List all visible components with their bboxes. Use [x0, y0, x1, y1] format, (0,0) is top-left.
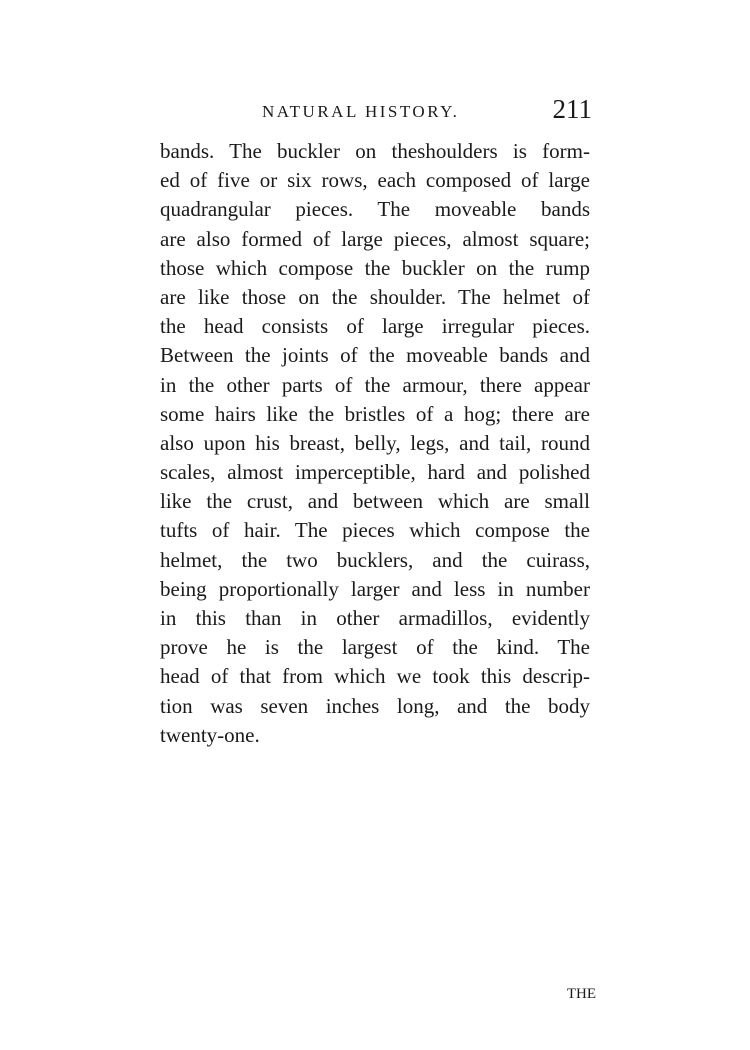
text-line-last: twenty-one. — [160, 722, 260, 747]
text-line: Between the joints of the moveable bands and — [160, 343, 590, 368]
running-title: NATURAL HISTORY. — [262, 102, 460, 121]
text-line: some hairs like the bristles of a hog; there are — [160, 401, 590, 426]
text-line: bands. The buckler on theshoulders is form- — [160, 139, 590, 163]
text-line: prove he is the largest of the kind. The — [160, 635, 590, 660]
running-head — [160, 96, 592, 128]
text-line: the head consists of large irregular pieces. — [160, 314, 590, 339]
text-line: tufts of hair. The pieces which compose the — [160, 518, 590, 543]
text-line: scales, almost imperceptible, hard and polished — [160, 460, 590, 485]
text-line: those which compose the buckler on the rump — [160, 255, 590, 280]
text-line: quadrangular pieces. The moveable bands — [160, 197, 590, 222]
text-line: also upon his breast, belly, legs, and tail, round — [160, 430, 590, 455]
text-line: helmet, the two bucklers, and the cuirass, — [160, 547, 590, 572]
text-line: are also formed of large pieces, almost square; — [160, 226, 590, 251]
text-line: head of that from which we took this descrip- — [160, 664, 590, 689]
text-line: tion was seven inches long, and the body — [160, 693, 590, 718]
page-number: 211 — [552, 94, 592, 124]
text-line: ed of five or six rows, each composed of large — [160, 168, 590, 193]
text-line: in the other parts of the armour, there appear — [160, 372, 590, 397]
text-line: are like those on the shoulder. The helmet of — [160, 284, 590, 309]
text-line: in this than in other armadillos, evidently — [160, 606, 590, 630]
text-line: being proportionally larger and less in number — [160, 576, 590, 601]
body-text — [160, 137, 590, 750]
text-line: like the crust, and between which are small — [160, 489, 590, 514]
catchword: THE — [566, 986, 596, 1002]
